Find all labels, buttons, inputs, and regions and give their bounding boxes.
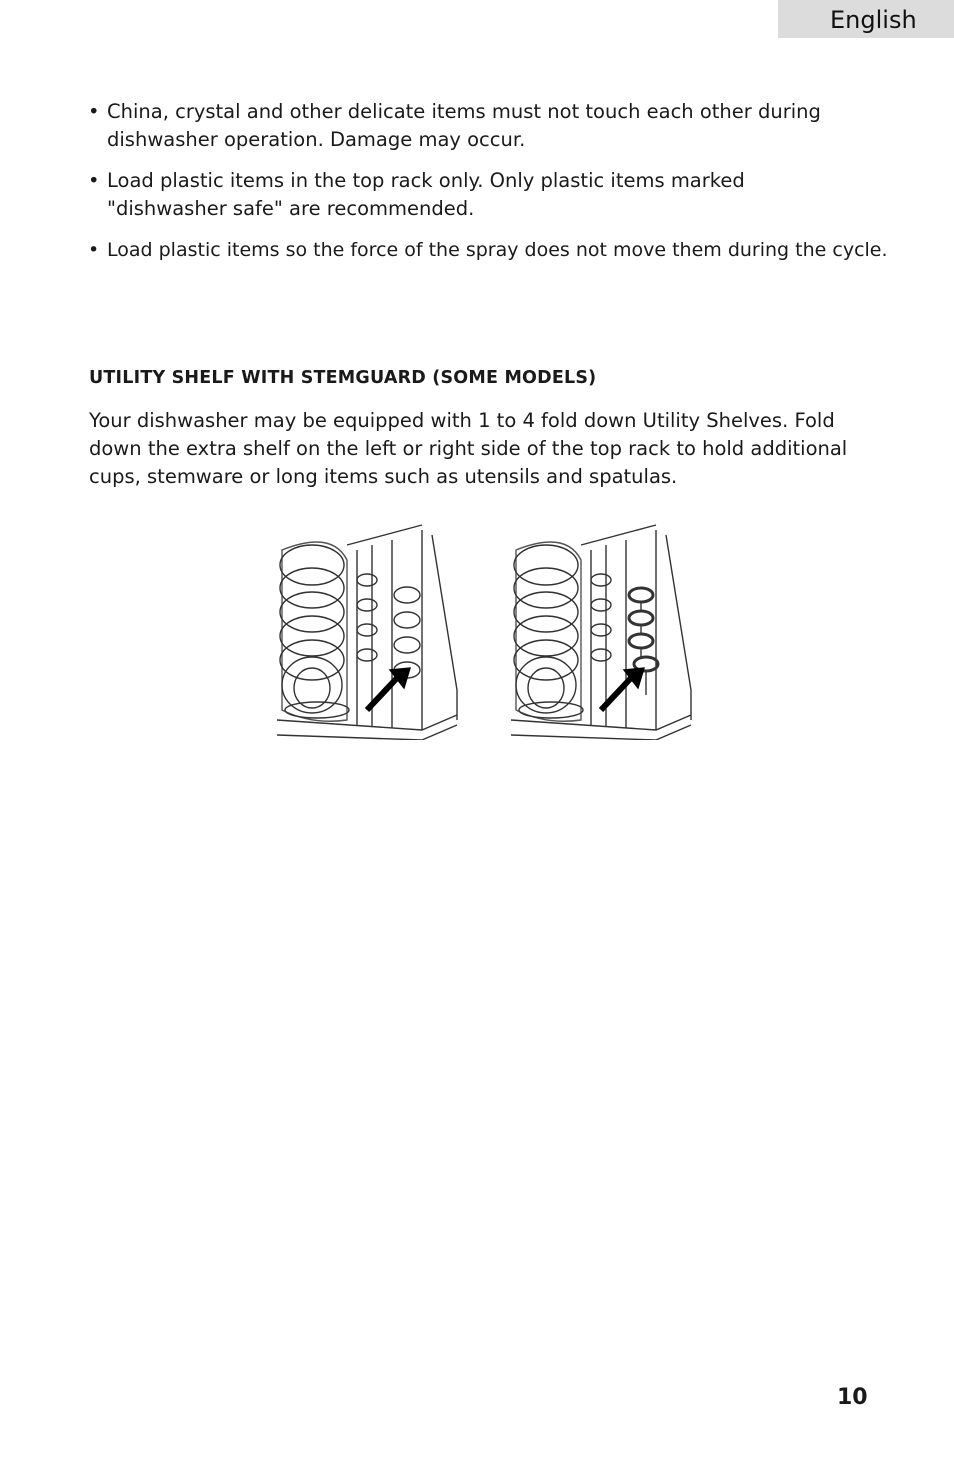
bullet-marker: • bbox=[88, 100, 100, 123]
bullet-list bbox=[88, 98, 888, 277]
arrow-icon bbox=[367, 668, 410, 710]
plates bbox=[514, 542, 583, 721]
arrow-icon bbox=[601, 668, 644, 710]
bullet-text: Load plastic items so the force of the spray does not move them during the cycle. bbox=[107, 239, 888, 261]
section-body: Your dishwasher may be equipped with 1 to 4 fold down Utility Shelves. Fold down the extra shelf on the left or right side of the top rack to hold additional cups, stemware or long items such as utensils and spatulas. bbox=[89, 409, 848, 488]
bullet-text: Load plastic items in the top rack only. Only plastic items marked "dishwasher safe" are recommended. bbox=[107, 169, 745, 220]
cups bbox=[357, 574, 420, 678]
bullet-marker: • bbox=[88, 239, 100, 261]
rack-with-cups-illustration bbox=[272, 520, 462, 744]
plates bbox=[280, 542, 349, 721]
stemware bbox=[591, 574, 658, 695]
section-heading: UTILITY SHELF WITH STEMGUARD (SOME MODELS) bbox=[89, 368, 597, 388]
list-item bbox=[88, 98, 888, 154]
rack-with-stemware-illustration bbox=[506, 520, 696, 744]
list-item bbox=[88, 236, 888, 264]
language-tab bbox=[778, 0, 954, 38]
language-label: English bbox=[830, 6, 917, 34]
bullet-marker: • bbox=[88, 169, 100, 192]
page-number: 10 bbox=[837, 1385, 868, 1410]
bullet-text: China, crystal and other delicate items must not touch each other during dishwasher operation. Damage may occur. bbox=[107, 100, 821, 151]
list-item bbox=[88, 167, 888, 223]
